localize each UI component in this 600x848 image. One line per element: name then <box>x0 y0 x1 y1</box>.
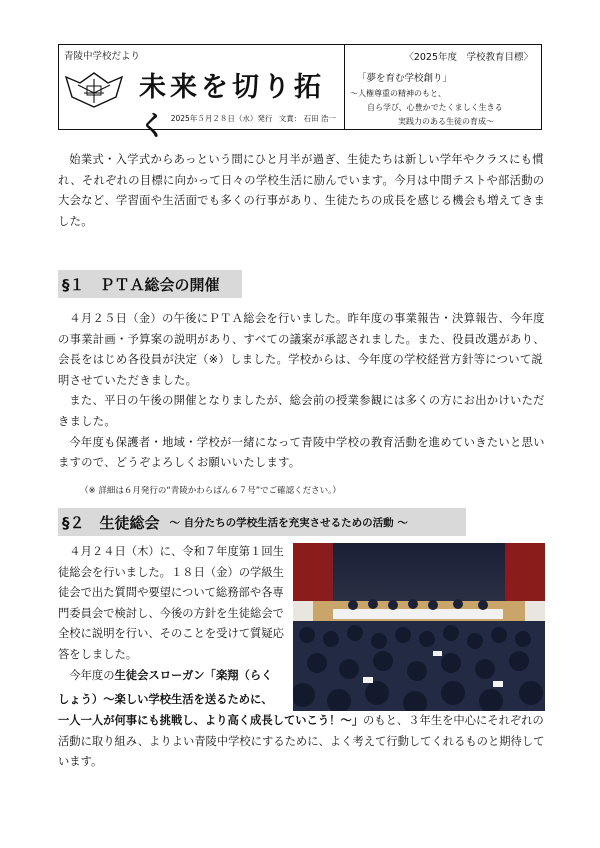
goal-description-line: 自ら学び、心豊かでたくましく生きる <box>367 103 503 112</box>
pta-section-body <box>58 309 546 474</box>
section-subheading: ～ 自分たちの学校生活を充実させるための活動 ～ <box>169 516 408 529</box>
author: 文責： 石田 浩一 <box>278 114 336 123</box>
paragraph: ４月２５日（金）の午後にＰＴＡ総会を行いました。昨年度の事業報告・決算報告、今年度の事業計画・予算案の説明があり、すべての議案が承認されました。また、役員改選があり、会長をはじめ各役員が決定（※）しました。学校からは、今年度の学校経営方針等について説明させていただきました。 <box>58 312 545 387</box>
footnote: （※ 詳細は６月発行の“青陵かわらばん６７号”でご確認ください。） <box>80 486 341 496</box>
student-assembly-photo <box>293 543 545 711</box>
slogan: 生徒会スローガン「楽翔（らく <box>114 668 273 682</box>
paragraph: また、平日の午後の開催となりましたが、総会前の授業参観には多くの方にお出かけいただきました。 <box>58 394 545 428</box>
newsletter-title: 未来を切り拓く <box>139 72 325 142</box>
paragraph: ４月２４日（木）に、令和７年度第１回生徒総会を行いました。１８日（金）の学級生徒会で出た質問や要望について総務部や各専門委員会で検討し、今後の方針を生徒総会で全校に説明を行い、そのことを受けて質疑応答をしました。 <box>58 545 284 661</box>
goal-description-line: ～人権尊重の精神のもと、 <box>350 89 446 98</box>
goal-description-line: 実践力のある生徒の育成～ <box>398 117 494 126</box>
student-assembly-body <box>58 542 290 686</box>
slogan-continuation: 一人一人が何事にも挑戦し、より高く成長していこう！～」のもと、３年生を中心にそれぞれの活動に取り組み、よりよい青陵中学校にするために、よく考えて行動してくれるものと期待しています。 <box>58 714 545 769</box>
school-goal-box <box>345 45 541 129</box>
issue-info <box>167 113 336 124</box>
newsletter-name: 青陵中学校だより <box>64 51 141 62</box>
paragraph: 今年度も保護者・地域・学校が一緒になって青陵中学校の教育活動を進めていきたいと思いますので、どうぞよろしくお願いいたします。 <box>58 435 545 470</box>
section-heading-student-assembly: §２ 生徒総会 ～ 自分たちの学校生活を充実させるための活動 ～ <box>58 508 466 536</box>
goal-motto: 「夢を育む学校創り」 <box>357 73 453 84</box>
school-emblem-icon <box>64 69 124 109</box>
slogan-line: しょう）～楽しい学校生活を送るために、 <box>58 693 273 706</box>
intro-paragraph: 始業式・入学式からあっという間にひと月半が過ぎ、生徒たちは新しい学年やクラスにも慣れ、それぞれの目標に向かって日々の学校生活に励んでいます。今月は中間テストや部活動の大会など、学習面や生活面でも多くの行事があり、生徒たちの成長を感じる機会も増えてきました。 <box>58 153 546 228</box>
masthead <box>58 44 542 142</box>
paragraph: 今年度の生徒会スローガン「楽翔（らく <box>69 668 273 682</box>
section-heading-pta: §１ ＰＴＡ総会の開催 <box>58 270 242 298</box>
masthead-title-box <box>59 45 345 142</box>
goal-heading: 〈2025年度 学校教育目標〉 <box>404 52 533 63</box>
issue-date: 2025年５月２８日（水）発行 <box>170 114 273 123</box>
